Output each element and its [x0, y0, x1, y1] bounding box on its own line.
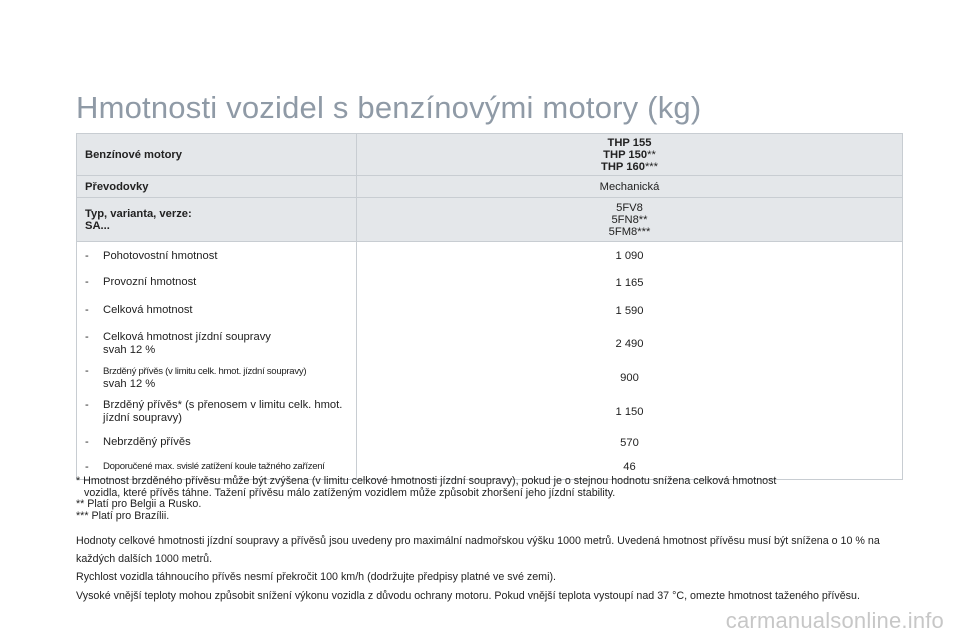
note-paragraph: Rychlost vozidla táhnoucího přívěs nesmí překročit 100 km/h (dodržujte předpisy platné ve své zemi). — [76, 571, 556, 584]
row-label: Brzděný přívěs* (s přenosem v limitu celk. hmot. jízdní soupravy) — [103, 399, 343, 424]
table-row: - Provozní hmotnost 1 165 — [77, 270, 903, 296]
row-label: Celková hmotnost — [103, 304, 193, 317]
row-value: 1 165 — [357, 270, 903, 296]
engines-row — [77, 134, 903, 176]
row-value: 1 150 — [357, 394, 903, 430]
row-value: 1 590 — [357, 296, 903, 326]
type-label: Typ, varianta, verze: SA... — [77, 198, 357, 242]
row-value: 1 090 — [357, 242, 903, 270]
gearbox-value: Mechanická — [357, 176, 903, 198]
table-row: - Brzděný přívěs* (s přenosem v limitu celk. hmot. jízdní soupravy) 1 150 — [77, 394, 903, 430]
table-row: - Doporučené max. svislé zatížení koule tažného zařízení 46 — [77, 456, 903, 480]
gearbox-label: Převodovky — [77, 176, 357, 198]
type-values — [357, 198, 903, 242]
note-paragraph: Hodnoty celkové hmotnosti jízdní soupravy a přívěsů jsou uvedeny pro maximální nadmořskou výšku 1000 metrů. Uvedená hmotnost přívěsu musí být snížena o 10 % na každých dalších 1000 metrů. — [76, 535, 880, 566]
row-label: Provozní hmotnost — [103, 276, 197, 289]
row-label: Nebrzděný přívěs — [103, 436, 191, 449]
gearbox-row — [77, 176, 903, 198]
notes — [76, 532, 916, 605]
weights-table — [76, 133, 903, 480]
table-row: - Brzděný přívěs (v limitu celk. hmot. jízdní soupravy) svah 12 % 900 — [77, 362, 903, 394]
footnote-star1-cont: vozidla, které přívěs táhne. Tažení přívěsu málo zatíženým vozidlem může způsobit zhoršení jeho jízdní stability. — [84, 486, 616, 499]
row-label: Pohotovostní hmotnost — [103, 249, 218, 262]
row-value: 2 490 — [357, 326, 903, 362]
type-value: 5FM8*** — [608, 225, 651, 238]
engine-name: THP 160*** — [600, 160, 658, 173]
row-label: Celková hmotnost jízdní soupravy svah 12 % — [103, 331, 271, 356]
row-sublabel: svah 12 % — [103, 343, 156, 356]
footnotes — [76, 476, 906, 522]
type-value: 5FV8 — [616, 201, 643, 214]
note-paragraph: Vysoké vnější teploty mohou způsobit snížení výkonu vozidla z důvodu ochrany motoru. Pokud vnější teplota vystoupí nad 37 °C, omezte hmotnost taženého přívěsu. — [76, 589, 860, 602]
type-row — [77, 198, 903, 242]
engines-label: Benzínové motory — [77, 134, 357, 176]
row-value: 570 — [357, 430, 903, 456]
engine-name: THP 155 — [607, 136, 652, 149]
watermark: carmanualsonline.info — [725, 608, 944, 633]
row-value: 900 — [357, 362, 903, 394]
footnote-star3: *** Platí pro Brazílii. — [76, 509, 170, 522]
page-title: Hmotnosti vozidel s benzínovými motory (kg) — [76, 90, 702, 125]
row-sublabel: svah 12 % — [103, 378, 156, 390]
row-label: Brzděný přívěs (v limitu celk. hmot. jízdní soupravy) svah 12 % — [103, 365, 307, 390]
engines-values — [357, 134, 903, 176]
row-value: 46 — [357, 456, 903, 480]
footnote-star1: * Hmotnost brzděného přívěsu může být zvýšena (v limitu celkové hmotnosti jízdní soupravy), pokud je o stejnou hodnotu snížena celková hmotnost — [76, 475, 777, 487]
table-row: - Nebrzděný přívěs 570 — [77, 430, 903, 456]
table-row: - Celková hmotnost jízdní soupravy svah 12 % 2 490 — [77, 326, 903, 362]
table-row: - Pohotovostní hmotnost 1 090 — [77, 242, 903, 270]
engine-name: THP 150** — [603, 148, 656, 161]
footnote-star2: ** Platí pro Belgii a Rusko. — [76, 498, 202, 511]
table-row: - Celková hmotnost 1 590 — [77, 296, 903, 326]
type-value: 5FN8** — [611, 213, 648, 226]
row-label: Doporučené max. svislé zatížení koule tažného zařízení — [103, 461, 325, 472]
